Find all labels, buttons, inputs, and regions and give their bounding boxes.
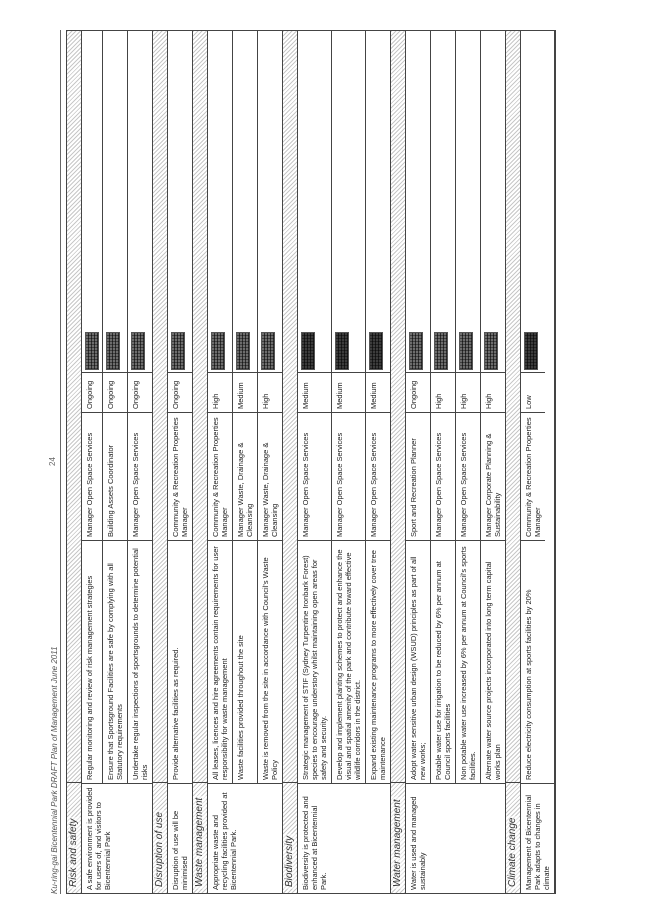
objective-text: Water is used and managed sustainably [406,783,505,893]
status-cell [258,31,282,372]
priority-cell: High [258,372,282,412]
responsibility-cell: Community & Recreation Properties Manager [168,412,192,540]
action-cell: Provide alternative facilities as required. [168,540,192,783]
status-badge-icon [211,332,225,370]
section-heading: Biodiversity [284,835,295,887]
responsibility-cell: Manager Open Space Services [366,412,390,540]
table-row [298,31,332,783]
status-badge-icon [335,332,349,370]
priority-cell: Ongoing [128,372,152,412]
table-row [431,31,456,783]
status-cell [366,31,390,372]
footer-title: Ku-ring-gai Bicentennial Park DRAFT Plan of Management June 2011 [50,646,59,894]
action-cell: Expand existing maintenance programs to more effectively cover tree maintenance [366,540,390,783]
priority-cell: Medium [298,372,331,412]
status-cell [208,31,232,372]
responsibility-cell: Manager Corporate Planning & Sustainability [481,412,505,540]
objective-group [168,31,193,893]
responsibility-cell: Manager Waste, Drainage & Cleansing [258,412,282,540]
status-cell [233,31,257,372]
priority-cell: Ongoing [406,372,430,412]
actions-list [82,31,152,783]
responsibility-cell: Manager Open Space Services [82,412,102,540]
table-row [456,31,481,783]
section-header-fill [67,31,81,782]
priority-cell: Low [521,372,545,412]
status-badge-icon [524,332,538,370]
table-row [103,31,128,783]
actions-list [406,31,505,783]
section-header-fill [283,31,297,782]
section-header [67,31,82,893]
responsibility-cell: Community & Recreation Properties Manager [208,412,232,540]
objective-group [521,31,555,893]
action-cell: Waste facilities provided throughout the site [233,540,257,783]
responsibility-cell: Manager Open Space Services [456,412,480,540]
responsibility-cell: Manager Waste, Drainage & Cleansing [233,412,257,540]
table-row [128,31,152,783]
responsibility-cell: Manager Open Space Services [298,412,331,540]
status-cell [168,31,192,372]
actions-list [208,31,282,783]
table-row [82,31,103,783]
page-number: 24 [48,457,57,466]
section-header [283,31,298,893]
action-cell: Regular monitoring and review of risk management strategies [82,540,102,783]
status-badge-icon [106,332,120,370]
objective-group [298,31,391,893]
section-heading: Risk and safety [68,818,79,887]
objective-text: Appropriate waste and recycling facilities provided at Bicentennial Park. [208,783,282,893]
status-cell [456,31,480,372]
status-badge-icon [131,332,145,370]
section-header [506,31,521,893]
section-heading: Climate change [507,817,518,887]
status-badge-icon [236,332,250,370]
responsibility-cell: Manager Open Space Services [332,412,365,540]
status-cell [298,31,331,372]
section-header-fill [153,31,167,782]
actions-list [298,31,390,783]
action-cell: Alternate water source projects incorporated into long term capital works plan [481,540,505,783]
section-header-cell [153,782,167,893]
objective-group [406,31,506,893]
objective-group [82,31,153,893]
status-badge-icon [459,332,473,370]
section-header [193,31,208,893]
objective-text: Disruption of use will be minimised [168,783,192,893]
section-heading: Waste management [194,797,205,887]
section-header [153,31,168,893]
status-cell [332,31,365,372]
status-badge-icon [409,332,423,370]
table-row [366,31,390,783]
action-cell: Ensure that Sportsground Facilities are safe by complying with all Statutory requirements [103,540,127,783]
status-badge-icon [301,332,315,370]
section-header-fill [193,31,207,782]
table-row [332,31,366,783]
action-cell: Potable water use for irrigation to be reduced by 6% per annum at Council sports facilities [431,540,455,783]
objective-text: A safe environment is provided for users of, and visitors to Bicentennial Park [82,783,152,893]
priority-cell: High [481,372,505,412]
action-cell: Non potable water use increased by 6% per annum at Council's sports facilities. [456,540,480,783]
responsibility-cell: Manager Open Space Services [431,412,455,540]
section-heading: Disruption of use [154,811,165,887]
status-cell [128,31,152,372]
actions-list [521,31,554,783]
section-header [391,31,406,893]
action-cell: All leases, licences and hire agreements contain requirements for user responsibility for waste management [208,540,232,783]
status-cell [406,31,430,372]
priority-cell: Medium [366,372,390,412]
table-row [406,31,431,783]
section-header-cell [283,782,297,893]
actions-list [168,31,192,783]
priority-cell: Medium [332,372,365,412]
status-badge-icon [484,332,498,370]
action-cell: Undertake regular inspections of sportsgrounds to determine potential risks [128,540,152,783]
table-row [481,31,505,783]
section-header-fill [506,31,520,782]
status-cell [431,31,455,372]
table-row [521,31,545,783]
priority-cell: High [456,372,480,412]
management-table [66,30,556,894]
priority-cell: Ongoing [168,372,192,412]
objective-text: Biodiversity is protected and enhanced at Bicentennial Park. [298,783,390,893]
status-cell [82,31,102,372]
table-row [233,31,258,783]
action-cell: Adopt water sensitive urban design (WSUD) principles as part of all new works; [406,540,430,783]
status-badge-icon [261,332,275,370]
status-badge-icon [85,332,99,370]
responsibility-cell: Sport and Recreation Planner [406,412,430,540]
priority-cell: Ongoing [82,372,102,412]
status-cell [481,31,505,372]
priority-cell: High [431,372,455,412]
action-cell: Strategic management of STIF (Sydney Turpentine Ironbark Forest) species to encourage understory whilst maintaining open areas for safety and security. [298,540,331,783]
responsibility-cell: Building Assets Coordinator [103,412,127,540]
action-cell: Waste is removed from the site in accordance with Council's Waste Policy [258,540,282,783]
priority-cell: Ongoing [103,372,127,412]
objective-group [208,31,283,893]
priority-cell: Medium [233,372,257,412]
section-heading: Water management [392,799,403,887]
status-badge-icon [434,332,448,370]
priority-cell: High [208,372,232,412]
status-cell [521,31,545,372]
footer-rule [60,30,61,894]
section-header-cell [391,782,405,893]
section-header-fill [391,31,405,782]
status-cell [103,31,127,372]
section-header-cell [506,782,520,893]
table-row [208,31,233,783]
action-cell: Reduce electricity consumption at sports facilities by 20% [521,540,545,783]
status-badge-icon [171,332,185,370]
responsibility-cell: Manager Open Space Services [128,412,152,540]
table-row [168,31,192,783]
objective-text: Management of Bicentennial Park adapts to changes in climate [521,783,554,893]
table-row [258,31,282,783]
action-cell: Develop and implement planting schemes to protect and enhance the visual and spatial amenity of the park and contribute toward effective wildlife corridors in the district. [332,540,365,783]
responsibility-cell: Community & Recreation Properties Manager [521,412,545,540]
section-header-cell [67,782,81,893]
section-header-cell [193,782,207,893]
status-badge-icon [369,332,383,370]
